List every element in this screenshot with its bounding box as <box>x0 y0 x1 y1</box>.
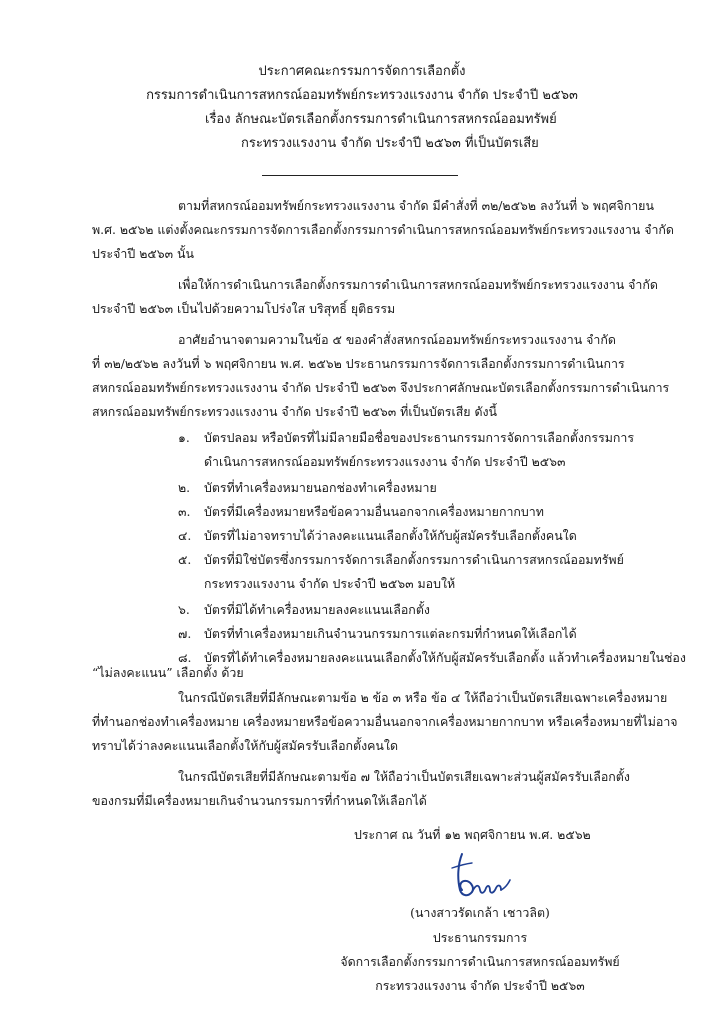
list-item-number: ๖. <box>178 602 190 617</box>
header-divider <box>262 175 458 176</box>
list-item-number: ๘. <box>178 650 192 665</box>
subject-line-1: เรื่อง ลักษณะบัตรเลือกตั้งกรรมการดำเนินการสหกรณ์ออมทรัพย์ <box>205 112 557 127</box>
handwritten-signature <box>448 850 520 902</box>
list-item-number: ๗. <box>178 626 192 641</box>
paragraph-4-line-1: ในกรณีบัตรเสียที่มีลักษณะตามข้อ ๒ ข้อ ๓ หรือ ข้อ ๔ ให้ถือว่าเป็นบัตรเสียเฉพาะเครื่องหมาย <box>178 690 668 705</box>
signer-title-1: ประธานกรรมการ <box>432 930 528 945</box>
list-item-number: ๓. <box>178 504 191 519</box>
list-item-1-line-2: ดำเนินการสหกรณ์ออมทรัพย์กระทรวงแรงงาน จำกัด ประจำปี ๒๕๖๓ <box>204 454 566 469</box>
subject-line-2: กระทรวงแรงงาน จำกัด ประจำปี ๒๕๖๓ ที่เป็นบัตรเสีย <box>241 136 539 151</box>
list-item-2: บัตรที่ทำเครื่องหมายนอกช่องทำเครื่องหมาย <box>204 480 437 495</box>
list-item-5-line-1: บัตรที่มิใช่บัตรซึ่งกรรมการจัดการเลือกตั้งกรรมการดำเนินการสหกรณ์ออมทรัพย์ <box>204 552 624 567</box>
signer-name: (นางสาวรัดเกล้า เชาวลิต) <box>410 905 550 920</box>
paragraph-1-line-2: พ.ศ. ๒๕๖๒ แต่งตั้งคณะกรรมการจัดการเลือกตั้งกรรมการดำเนินการสหกรณ์ออมทรัพย์กระทรวงแรงงาน จำกัด <box>92 222 674 237</box>
list-item-1-line-1: บัตรปลอม หรือบัตรที่ไม่มีลายมือชื่อของประธานกรรมการจัดการเลือกตั้งกรรมการ <box>204 430 635 445</box>
list-item-7: บัตรที่ทำเครื่องหมายเกินจำนวนกรรมการแต่ละกรมที่กำหนดให้เลือกได้ <box>204 626 577 641</box>
list-item-number: ๔. <box>178 528 192 543</box>
list-item-number: ๕. <box>178 552 192 567</box>
paragraph-5-line-1: ในกรณีบัตรเสียที่มีลักษณะตามข้อ ๗ ให้ถือว่าเป็นบัตรเสียเฉพาะส่วนผู้สมัครรับเลือกตั้ง <box>178 769 630 784</box>
list-item-number: ๑. <box>178 430 190 445</box>
paragraph-3-line-1: อาศัยอำนาจตามความในข้อ ๕ ของคำสั่งสหกรณ์ออมทรัพย์กระทรวงแรงงาน จำกัด <box>178 332 616 347</box>
signer-title-2: จัดการเลือกตั้งกรรมการดำเนินการสหกรณ์ออมทรัพย์ <box>340 954 620 969</box>
list-item-8-line-2: “ไม่ลงคะแนน” เลือกตั้ง ด้วย <box>92 665 244 680</box>
list-item-8-line-1: บัตรที่ได้ทำเครื่องหมายลงคะแนนเลือกตั้งให้กับผู้สมัครรับเลือกตั้ง แล้วทำเครื่องหมายในช่อง <box>204 650 686 665</box>
paragraph-2-line-1: เพื่อให้การดำเนินการเลือกตั้งกรรมการดำเนินการสหกรณ์ออมทรัพย์กระทรวงแรงงาน จำกัด <box>178 277 658 292</box>
paragraph-3-line-3: สหกรณ์ออมทรัพย์กระทรวงแรงงาน จำกัด ประจำปี ๒๕๖๓ จึงประกาศลักษณะบัตรเลือกตั้งกรรมการดำเนินการ <box>92 380 670 395</box>
list-item-4: บัตรที่ไม่อาจทราบได้ว่าลงคะแนนเลือกตั้งให้กับผู้สมัครรับเลือกตั้งคนใด <box>204 528 577 543</box>
announcement-title: ประกาศคณะกรรมการจัดการเลือกตั้ง <box>258 64 466 79</box>
paragraph-4-line-2: ที่ทำนอกช่องทำเครื่องหมาย เครื่องหมายหรือข้อความอื่นนอกจากเครื่องหมายกากบาท หรือเครื่องหมายที่ไม่อาจ <box>92 714 678 729</box>
announcement-subtitle: กรรมการดำเนินการสหกรณ์ออมทรัพย์กระทรวงแรงงาน จำกัด ประจำปี ๒๕๖๓ <box>146 88 578 103</box>
paragraph-2-line-2: ประจำปี ๒๕๖๓ เป็นไปด้วยความโปร่งใส บริสุทธิ์ ยุติธรรม <box>92 301 396 316</box>
paragraph-3-line-4: สหกรณ์ออมทรัพย์กระทรวงแรงงาน จำกัด ประจำปี ๒๕๖๓ ที่เป็นบัตรเสีย ดังนี้ <box>92 404 498 419</box>
signer-title-3: กระทรวงแรงงาน จำกัด ประจำปี ๒๕๖๓ <box>375 978 585 993</box>
list-item-number: ๒. <box>178 480 191 495</box>
list-item-5-line-2: กระทรวงแรงงาน จำกัด ประจำปี ๒๕๖๓ มอบให้ <box>204 576 456 591</box>
paragraph-4-line-3: ทราบได้ว่าลงคะแนนเลือกตั้งให้กับผู้สมัครรับเลือกตั้งคนใด <box>92 738 398 753</box>
paragraph-1-line-3: ประจำปี ๒๕๖๓ นั้น <box>92 246 194 261</box>
paragraph-1-line-1: ตามที่สหกรณ์ออมทรัพย์กระทรวงแรงงาน จำกัด มีคำสั่งที่ ๓๒/๒๕๖๒ ลงวันที่ ๖ พฤศจิกายน <box>178 198 654 213</box>
list-item-3: บัตรที่มีเครื่องหมายหรือข้อความอื่นนอกจากเครื่องหมายกากบาท <box>204 504 544 519</box>
list-item-6: บัตรที่มิได้ทำเครื่องหมายลงคะแนนเลือกตั้ง <box>204 602 430 617</box>
announcement-date: ประกาศ ณ วันที่ ๑๒ พฤศจิกายน พ.ศ. ๒๕๖๒ <box>354 827 591 842</box>
paragraph-3-line-2: ที่ ๓๒/๒๕๖๒ ลงวันที่ ๖ พฤศจิกายน พ.ศ. ๒๕๖๒ ประธานกรรมการจัดการเลือกตั้งกรรมการดำเนินการ <box>92 356 625 371</box>
paragraph-5-line-2: ของกรมที่มีเครื่องหมายเกินจำนวนกรรมการที่กำหนดให้เลือกได้ <box>92 793 427 808</box>
